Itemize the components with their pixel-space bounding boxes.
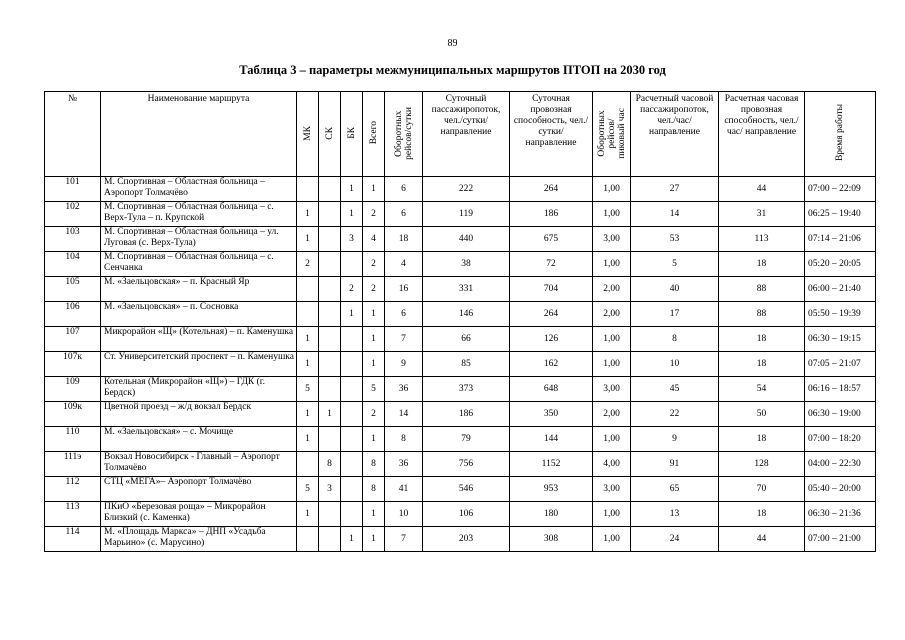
- header-mk-label: МК: [302, 125, 313, 141]
- cell-bk: [341, 252, 363, 277]
- cell-bk: [341, 377, 363, 402]
- cell-total: 5: [363, 377, 385, 402]
- cell-peak-trips: 1,00: [593, 502, 631, 527]
- header-hourly-flow: Расчетный часовой пассажиропоток, чел./час/ направление: [631, 92, 719, 177]
- cell-hourly-flow: 5: [631, 252, 719, 277]
- cell-peak-trips: 2,00: [593, 302, 631, 327]
- cell-hours: 06:30 – 21:36: [805, 502, 876, 527]
- cell-sk: [319, 427, 341, 452]
- cell-peak-trips: 3,00: [593, 477, 631, 502]
- cell-mk: 1: [297, 402, 319, 427]
- cell-route-no: 110: [45, 427, 101, 452]
- cell-total: 1: [363, 427, 385, 452]
- cell-trips: 4: [385, 252, 423, 277]
- cell-mk: 1: [297, 227, 319, 252]
- table-row: [45, 452, 876, 477]
- cell-mk: [297, 177, 319, 202]
- cell-route-name: М. «Площадь Маркса» – ДНП «Усадьба Марьино» (с. Марусино): [101, 527, 297, 552]
- cell-route-name: Вокзал Новосибирск - Главный – Аэропорт Толмачёво: [101, 452, 297, 477]
- header-daily-capacity: Суточная провозная способность, чел./сутки/ направление: [510, 92, 593, 177]
- cell-total: 2: [363, 277, 385, 302]
- cell-sk: 1: [319, 402, 341, 427]
- cell-trips: 9: [385, 352, 423, 377]
- cell-daily-flow: 440: [423, 227, 510, 252]
- cell-hours: 06:30 – 19:15: [805, 327, 876, 352]
- cell-peak-trips: 1,00: [593, 352, 631, 377]
- header-row: [45, 92, 876, 177]
- cell-sk: [319, 227, 341, 252]
- cell-route-no: 106: [45, 302, 101, 327]
- cell-route-no: 109к: [45, 402, 101, 427]
- header-hours-label: Время работы: [835, 104, 845, 162]
- cell-total: 4: [363, 227, 385, 252]
- cell-mk: 5: [297, 477, 319, 502]
- cell-daily-capacity: 1152: [510, 452, 593, 477]
- cell-route-no: 107к: [45, 352, 101, 377]
- cell-bk: 1: [341, 302, 363, 327]
- cell-hourly-capacity: 88: [719, 302, 805, 327]
- cell-hourly-flow: 65: [631, 477, 719, 502]
- table-row: [45, 227, 876, 252]
- cell-bk: [341, 427, 363, 452]
- cell-peak-trips: 2,00: [593, 402, 631, 427]
- cell-daily-capacity: 126: [510, 327, 593, 352]
- cell-hours: 06:30 – 19:00: [805, 402, 876, 427]
- cell-route-name: Микрорайон «Щ» (Котельная) – п. Каменушка: [101, 327, 297, 352]
- cell-hourly-flow: 22: [631, 402, 719, 427]
- cell-mk: [297, 302, 319, 327]
- cell-route-name: М. «Заельцовская» – с. Мочище: [101, 427, 297, 452]
- cell-bk: [341, 502, 363, 527]
- cell-hourly-capacity: 70: [719, 477, 805, 502]
- cell-sk: [319, 502, 341, 527]
- cell-hourly-flow: 53: [631, 227, 719, 252]
- table-row: [45, 327, 876, 352]
- cell-trips: 14: [385, 402, 423, 427]
- cell-mk: 2: [297, 252, 319, 277]
- table-body: [45, 177, 876, 552]
- cell-mk: 1: [297, 327, 319, 352]
- cell-route-no: 112: [45, 477, 101, 502]
- cell-daily-capacity: 953: [510, 477, 593, 502]
- cell-route-name: Цветной проезд – ж/д вокзал Бердск: [101, 402, 297, 427]
- header-sk-label: СК: [324, 126, 335, 140]
- table-row: [45, 377, 876, 402]
- cell-total: 8: [363, 477, 385, 502]
- cell-trips: 18: [385, 227, 423, 252]
- table-row: [45, 277, 876, 302]
- cell-bk: 1: [341, 527, 363, 552]
- cell-mk: 1: [297, 502, 319, 527]
- cell-total: 2: [363, 202, 385, 227]
- cell-daily-flow: 222: [423, 177, 510, 202]
- cell-route-name: М. «Заельцовская» – п. Сосновка: [101, 302, 297, 327]
- cell-hourly-capacity: 18: [719, 502, 805, 527]
- cell-route-name: М. «Заельцовская» – п. Красный Яр: [101, 277, 297, 302]
- cell-route-no: 107: [45, 327, 101, 352]
- page-number: 89: [447, 38, 458, 49]
- cell-daily-flow: 331: [423, 277, 510, 302]
- cell-sk: [319, 202, 341, 227]
- cell-hours: 06:00 – 21:40: [805, 277, 876, 302]
- cell-peak-trips: 1,00: [593, 327, 631, 352]
- cell-daily-capacity: 350: [510, 402, 593, 427]
- cell-mk: [297, 527, 319, 552]
- cell-bk: [341, 452, 363, 477]
- cell-hourly-flow: 14: [631, 202, 719, 227]
- header-peak-trips: [593, 92, 631, 177]
- cell-peak-trips: 1,00: [593, 527, 631, 552]
- cell-bk: [341, 352, 363, 377]
- cell-daily-flow: 373: [423, 377, 510, 402]
- cell-sk: [319, 377, 341, 402]
- cell-daily-capacity: 186: [510, 202, 593, 227]
- header-sk: [319, 92, 341, 177]
- table-row: [45, 177, 876, 202]
- table-row: [45, 502, 876, 527]
- cell-route-no: 114: [45, 527, 101, 552]
- cell-daily-capacity: 264: [510, 177, 593, 202]
- cell-daily-capacity: 308: [510, 527, 593, 552]
- cell-mk: 1: [297, 427, 319, 452]
- cell-hourly-flow: 27: [631, 177, 719, 202]
- cell-peak-trips: 1,00: [593, 202, 631, 227]
- header-no: №: [45, 92, 101, 177]
- cell-bk: 2: [341, 277, 363, 302]
- table-row: [45, 302, 876, 327]
- cell-mk: 5: [297, 377, 319, 402]
- cell-hourly-flow: 24: [631, 527, 719, 552]
- cell-bk: 3: [341, 227, 363, 252]
- header-name: Наименование маршрута: [101, 92, 297, 177]
- cell-bk: 1: [341, 202, 363, 227]
- cell-hours: 06:25 – 19:40: [805, 202, 876, 227]
- cell-trips: 41: [385, 477, 423, 502]
- header-peak-trips-label: Оборотных рейсов/ пиковый час: [596, 107, 627, 159]
- cell-hourly-capacity: 54: [719, 377, 805, 402]
- cell-trips: 6: [385, 177, 423, 202]
- cell-mk: [297, 452, 319, 477]
- header-trips-label: Оборотных рейсов/сутки: [393, 106, 414, 160]
- cell-trips: 36: [385, 452, 423, 477]
- table-row: [45, 252, 876, 277]
- cell-hourly-capacity: 88: [719, 277, 805, 302]
- header-total: [363, 92, 385, 177]
- cell-trips: 6: [385, 302, 423, 327]
- cell-trips: 16: [385, 277, 423, 302]
- cell-trips: 36: [385, 377, 423, 402]
- cell-route-no: 103: [45, 227, 101, 252]
- cell-total: 1: [363, 352, 385, 377]
- cell-hourly-capacity: 18: [719, 352, 805, 377]
- cell-daily-flow: 66: [423, 327, 510, 352]
- cell-sk: [319, 177, 341, 202]
- cell-hourly-flow: 40: [631, 277, 719, 302]
- cell-sk: [319, 527, 341, 552]
- cell-sk: 3: [319, 477, 341, 502]
- cell-total: 2: [363, 252, 385, 277]
- routes-table: [44, 91, 876, 552]
- cell-daily-capacity: 704: [510, 277, 593, 302]
- header-daily-flow: Суточный пассажиропоток, чел./сутки/ направление: [423, 92, 510, 177]
- cell-daily-capacity: 180: [510, 502, 593, 527]
- cell-route-name: Котельная (Микрорайон «Щ») – ГДК (г. Бердск): [101, 377, 297, 402]
- table-row: [45, 352, 876, 377]
- cell-daily-flow: 106: [423, 502, 510, 527]
- cell-total: 1: [363, 177, 385, 202]
- table-row: [45, 427, 876, 452]
- cell-hourly-capacity: 128: [719, 452, 805, 477]
- cell-hourly-flow: 91: [631, 452, 719, 477]
- cell-total: 1: [363, 302, 385, 327]
- cell-route-name: М. Спортивная – Областная больница – ул. Луговая (с. Верх-Тула): [101, 227, 297, 252]
- header-total-label: Всего: [368, 121, 379, 145]
- cell-route-no: 109: [45, 377, 101, 402]
- cell-hourly-flow: 45: [631, 377, 719, 402]
- cell-hours: 05:20 – 20:05: [805, 252, 876, 277]
- cell-hourly-flow: 10: [631, 352, 719, 377]
- header-hours: [805, 92, 876, 177]
- cell-route-name: Ст. Университетский проспект – п. Каменушка: [101, 352, 297, 377]
- cell-trips: 7: [385, 327, 423, 352]
- cell-sk: 8: [319, 452, 341, 477]
- cell-route-no: 105: [45, 277, 101, 302]
- table-title: Таблица 3 – параметры межмуниципальных маршрутов ПТОП на 2030 год: [239, 63, 666, 77]
- table-row: [45, 202, 876, 227]
- cell-mk: 1: [297, 352, 319, 377]
- table-row: [45, 477, 876, 502]
- header-trips: [385, 92, 423, 177]
- cell-sk: [319, 327, 341, 352]
- cell-daily-flow: 186: [423, 402, 510, 427]
- cell-route-no: 101: [45, 177, 101, 202]
- cell-bk: [341, 402, 363, 427]
- cell-daily-flow: 38: [423, 252, 510, 277]
- cell-hourly-capacity: 31: [719, 202, 805, 227]
- cell-hourly-flow: 13: [631, 502, 719, 527]
- cell-peak-trips: 1,00: [593, 177, 631, 202]
- cell-daily-flow: 203: [423, 527, 510, 552]
- cell-hours: 07:00 – 18:20: [805, 427, 876, 452]
- cell-total: 1: [363, 502, 385, 527]
- cell-trips: 10: [385, 502, 423, 527]
- cell-daily-capacity: 648: [510, 377, 593, 402]
- cell-hourly-capacity: 18: [719, 327, 805, 352]
- header-bk-label: БК: [346, 127, 357, 139]
- cell-sk: [319, 302, 341, 327]
- cell-hours: 07:05 – 21:07: [805, 352, 876, 377]
- cell-peak-trips: 1,00: [593, 427, 631, 452]
- cell-hours: 05:50 – 19:39: [805, 302, 876, 327]
- cell-daily-flow: 79: [423, 427, 510, 452]
- cell-hours: 07:00 – 22:09: [805, 177, 876, 202]
- cell-route-name: М. Спортивная – Областная больница – Аэропорт Толмачёво: [101, 177, 297, 202]
- cell-hourly-capacity: 44: [719, 177, 805, 202]
- cell-sk: [319, 277, 341, 302]
- cell-bk: [341, 477, 363, 502]
- cell-trips: 6: [385, 202, 423, 227]
- cell-peak-trips: 3,00: [593, 377, 631, 402]
- header-bk: [341, 92, 363, 177]
- cell-daily-capacity: 162: [510, 352, 593, 377]
- cell-sk: [319, 252, 341, 277]
- table-row: [45, 402, 876, 427]
- cell-route-no: 102: [45, 202, 101, 227]
- cell-trips: 8: [385, 427, 423, 452]
- cell-hourly-capacity: 18: [719, 427, 805, 452]
- cell-daily-flow: 119: [423, 202, 510, 227]
- cell-sk: [319, 352, 341, 377]
- cell-bk: 1: [341, 177, 363, 202]
- cell-hourly-flow: 9: [631, 427, 719, 452]
- cell-route-name: СТЦ «МЕГА»– Аэропорт Толмачёво: [101, 477, 297, 502]
- cell-hourly-flow: 8: [631, 327, 719, 352]
- cell-hours: 06:16 – 18:57: [805, 377, 876, 402]
- cell-hours: 07:00 – 21:00: [805, 527, 876, 552]
- cell-total: 8: [363, 452, 385, 477]
- cell-total: 1: [363, 527, 385, 552]
- cell-daily-flow: 85: [423, 352, 510, 377]
- cell-total: 1: [363, 327, 385, 352]
- cell-mk: [297, 277, 319, 302]
- cell-peak-trips: 1,00: [593, 252, 631, 277]
- cell-route-name: М. Спортивная – Областная больница – с. Сенчанка: [101, 252, 297, 277]
- table-row: [45, 527, 876, 552]
- cell-hours: 07:14 – 21:06: [805, 227, 876, 252]
- cell-hourly-capacity: 113: [719, 227, 805, 252]
- cell-route-name: ПКиО «Березовая роща» – Микрорайон Близкий (с. Каменка): [101, 502, 297, 527]
- cell-peak-trips: 4,00: [593, 452, 631, 477]
- cell-daily-flow: 546: [423, 477, 510, 502]
- cell-hours: 05:40 – 20:00: [805, 477, 876, 502]
- cell-peak-trips: 2,00: [593, 277, 631, 302]
- cell-daily-capacity: 144: [510, 427, 593, 452]
- cell-daily-flow: 756: [423, 452, 510, 477]
- cell-daily-capacity: 675: [510, 227, 593, 252]
- cell-route-no: 113: [45, 502, 101, 527]
- cell-daily-capacity: 72: [510, 252, 593, 277]
- cell-mk: 1: [297, 202, 319, 227]
- cell-hourly-flow: 17: [631, 302, 719, 327]
- cell-hours: 04:00 – 22:30: [805, 452, 876, 477]
- cell-hourly-capacity: 18: [719, 252, 805, 277]
- header-mk: [297, 92, 319, 177]
- cell-route-no: 104: [45, 252, 101, 277]
- cell-hourly-capacity: 50: [719, 402, 805, 427]
- cell-trips: 7: [385, 527, 423, 552]
- cell-bk: [341, 327, 363, 352]
- header-hourly-capacity: Расчетная часовая провозная способность, чел./час/ направление: [719, 92, 805, 177]
- cell-route-no: 111э: [45, 452, 101, 477]
- cell-daily-flow: 146: [423, 302, 510, 327]
- cell-daily-capacity: 264: [510, 302, 593, 327]
- cell-peak-trips: 3,00: [593, 227, 631, 252]
- cell-route-name: М. Спортивная – Областная больница – с. Верх-Тула – п. Крупской: [101, 202, 297, 227]
- cell-total: 2: [363, 402, 385, 427]
- cell-hourly-capacity: 44: [719, 527, 805, 552]
